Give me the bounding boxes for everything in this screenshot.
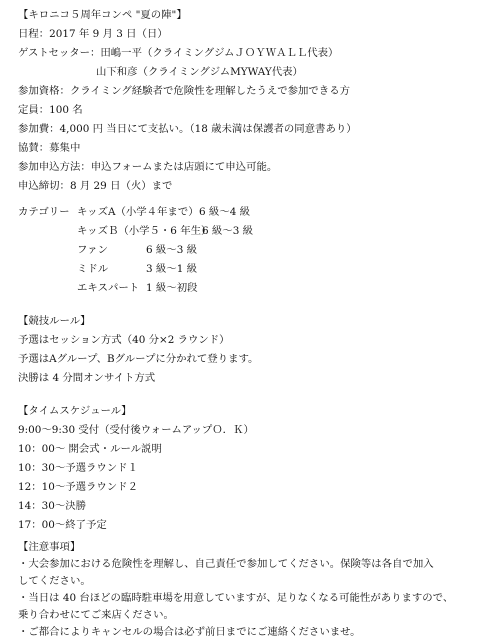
qualification: 参加資格：クライミング経験者で危険性を理解したうえで参加できる方 bbox=[18, 85, 350, 97]
sponsor: 協賛：募集中 bbox=[18, 142, 81, 154]
rules-line: 予選はAグループ、Bグループに分かれて登ります。 bbox=[18, 353, 259, 365]
application-method: 参加申込方法：申込フォームまたは店頭にて申込可能。 bbox=[18, 161, 278, 173]
schedule-item: 10：30～予選ラウンド１ bbox=[18, 462, 138, 474]
schedule-item: 14：30～決勝 bbox=[18, 500, 87, 512]
category-grade: 3 級～1 級 bbox=[146, 263, 197, 275]
category-name: キッズＢ（小学５・6 年生） bbox=[77, 225, 212, 237]
capacity: 定員：100 名 bbox=[18, 104, 83, 116]
category-grade: 1 級～初段 bbox=[146, 282, 198, 294]
event-date: 日程：2017 年 9 月 3 日（日） bbox=[18, 28, 168, 40]
category-grade: 6 級～3 級 bbox=[202, 225, 253, 237]
schedule-item: 10：00～ 開会式・ルール説明 bbox=[18, 443, 162, 455]
guest-setter-1: ゲストセッター：田嶋一平（クライミングジムＪＯＹＷＡＬＬ代表） bbox=[18, 47, 339, 59]
category-name: エキスパート bbox=[77, 282, 140, 294]
notes-heading: 【注意事項】 bbox=[18, 541, 81, 553]
rules-heading: 【競技ルール】 bbox=[18, 315, 91, 327]
notes-line: ・ご都合によりキャンセルの場合は必ず前日までにご連絡くださいませ。 bbox=[18, 626, 361, 638]
schedule-item: 17：00～終了予定 bbox=[18, 519, 107, 531]
notes-line: してください。 bbox=[18, 575, 91, 587]
event-title: 【キロニコ５周年コンペ "夏の陣"】 bbox=[18, 9, 187, 21]
application-deadline: 申込締切：8 月 29 日（火）まで bbox=[18, 180, 173, 192]
notes-line: ・当日は 40 台ほどの臨時駐車場を用意していますが、足りなくなる可能性がありますので、 bbox=[18, 592, 454, 604]
notes-line: 乗り合わせにてご来店ください。 bbox=[18, 609, 174, 621]
schedule-heading: 【タイムスケジュール】 bbox=[18, 405, 132, 417]
schedule-item: 12：10～予選ラウンド２ bbox=[18, 481, 138, 493]
category-grade: 6 級～3 級 bbox=[146, 244, 197, 256]
category-name: キッズA（小学４年まで） bbox=[77, 206, 199, 218]
category-name: ファン bbox=[77, 244, 108, 256]
category-label: カテゴリー bbox=[18, 206, 70, 218]
category-grade: 6 級～4 級 bbox=[199, 206, 250, 218]
rules-line: 決勝は 4 分間オンサイト方式 bbox=[18, 372, 156, 384]
category-name: ミドル bbox=[77, 263, 109, 275]
guest-setter-2: 山下和彦（クライミングジムMYWAY代表） bbox=[96, 66, 303, 78]
schedule-item: 9:00～9:30 受付（受付後ウォームアップＯ．Ｋ） bbox=[18, 424, 254, 436]
entry-fee: 参加費：4,000 円 当日にて支払い。（18 歳未満は保護者の同意書あり） bbox=[18, 123, 357, 135]
notes-line: ・大会参加における危険性を理解し、自己責任で参加してください。保険等は各自で加入 bbox=[18, 558, 434, 570]
rules-line: 予選はセッション方式（40 分×2 ラウンド） bbox=[18, 334, 230, 346]
